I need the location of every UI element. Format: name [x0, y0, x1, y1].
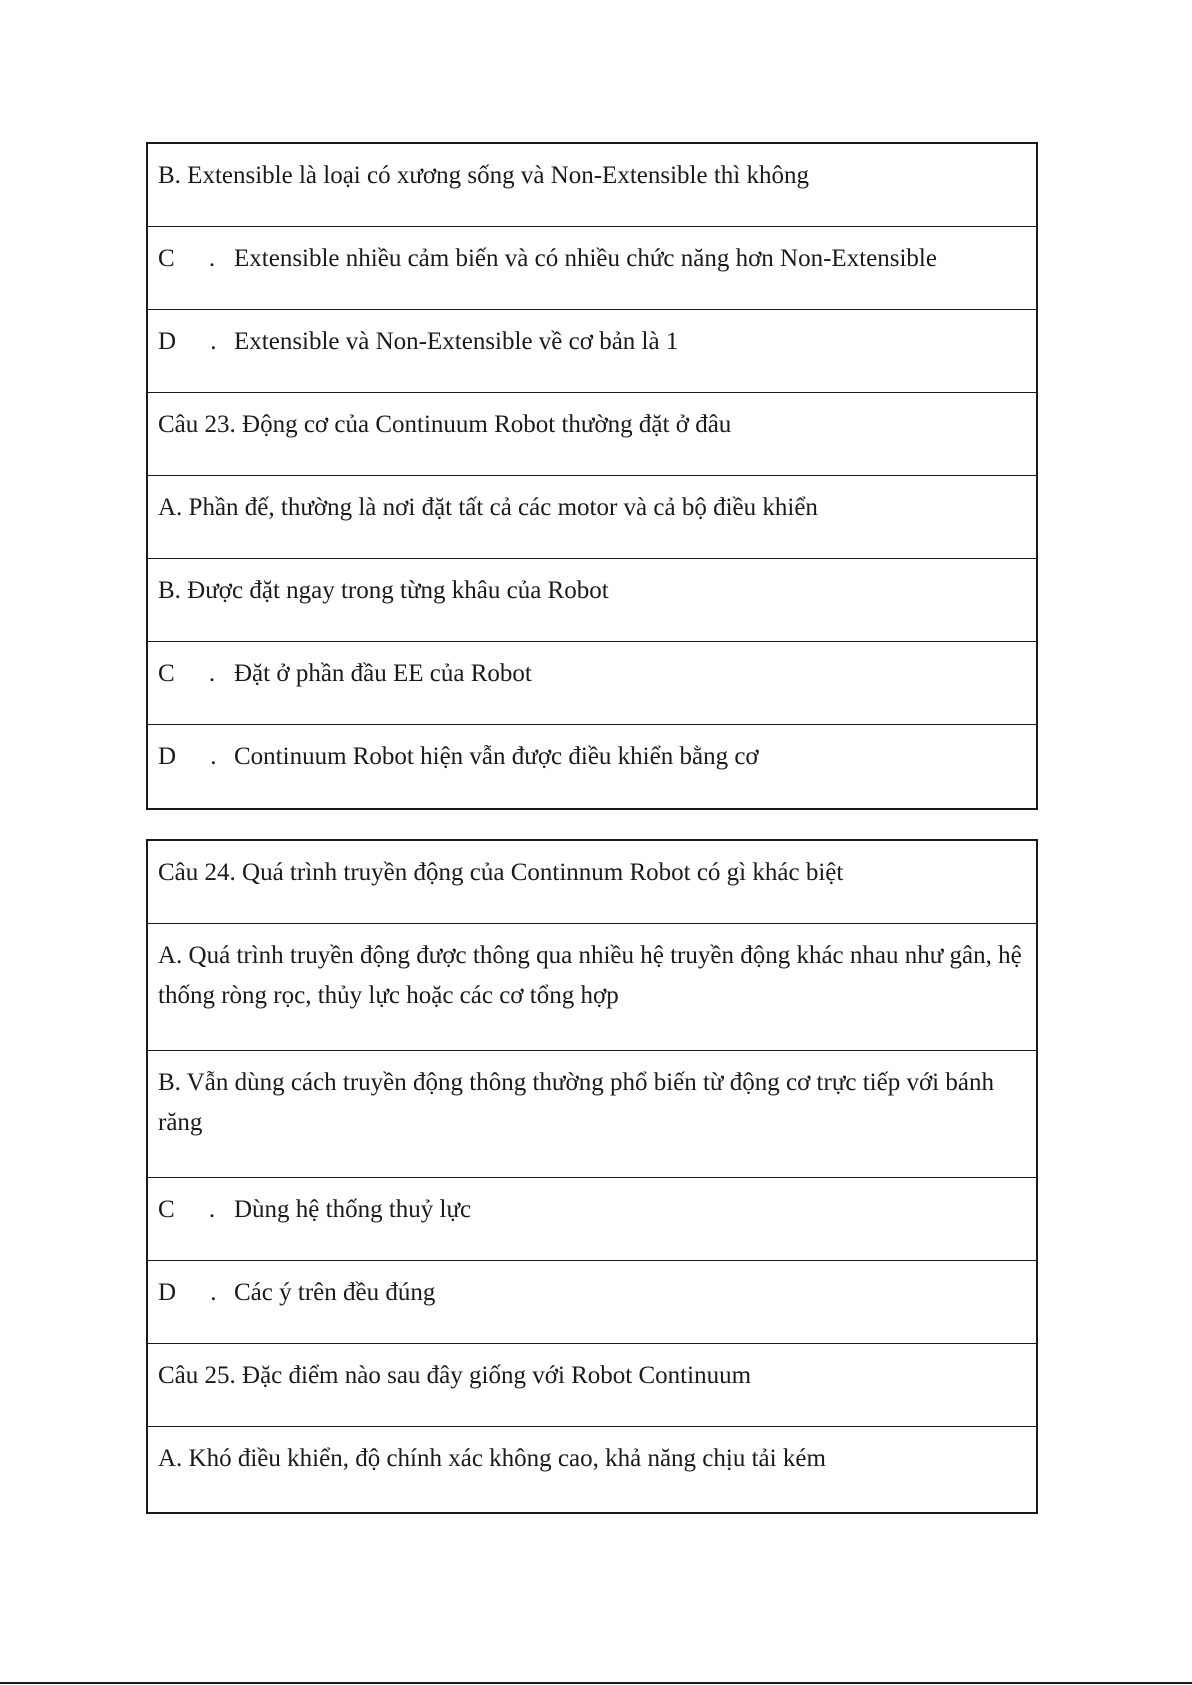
question-text: Câu 23. Động cơ của Continuum Robot thường đặt ở đâu	[158, 411, 732, 438]
option-letter: C .	[158, 1196, 230, 1223]
answer-option-d	[148, 310, 1036, 393]
answer-option-c	[148, 1178, 1036, 1261]
answer-option-a	[148, 1427, 1036, 1510]
question-25	[148, 1344, 1036, 1427]
answer-option-c	[148, 227, 1036, 310]
answer-option-b	[148, 559, 1036, 642]
answer-option-b	[148, 144, 1036, 227]
option-letter: D .	[158, 1279, 231, 1306]
question-table-2	[146, 839, 1038, 1514]
option-text: Đặt ở phần đầu EE của Robot	[234, 660, 532, 687]
option-text: A. Khó điều khiển, độ chính xác không cao, khả năng chịu tải kém	[158, 1445, 826, 1472]
option-text: Continuum Robot hiện vẫn được điều khiển bằng cơ	[234, 743, 759, 770]
answer-option-a	[148, 924, 1036, 1051]
option-letter: D .	[158, 328, 231, 355]
option-text: B. Vẫn dùng cách truyền động thông thường phổ biến từ động cơ trực tiếp với bánh răng	[158, 1069, 994, 1136]
question-table-1	[146, 142, 1038, 810]
question-23	[148, 393, 1036, 476]
option-text: A. Quá trình truyền động được thông qua nhiều hệ truyền động khác nhau như gân, hệ thống ròng rọc, thủy lực hoặc các cơ tổng hợp	[158, 942, 1022, 1009]
option-text: B. Được đặt ngay trong từng khâu của Robot	[158, 577, 609, 604]
question-text: Câu 25. Đặc điểm nào sau đây giống với Robot Continuum	[158, 1362, 752, 1389]
question-24	[148, 841, 1036, 924]
option-letter: D .	[158, 743, 231, 770]
option-text: Các ý trên đều đúng	[234, 1279, 436, 1306]
answer-option-d	[148, 1261, 1036, 1344]
page-bottom-rule	[0, 1682, 1192, 1684]
option-text: Dùng hệ thống thuỷ lực	[234, 1196, 472, 1223]
answer-option-b	[148, 1051, 1036, 1178]
answer-option-d	[148, 725, 1036, 808]
option-letter: C .	[158, 660, 230, 687]
option-text: A. Phần đế, thường là nơi đặt tất cả các motor và cả bộ điều khiển	[158, 494, 818, 521]
option-text: Extensible nhiều cảm biến và có nhiều chức năng hơn Non-Extensible	[234, 245, 937, 272]
question-text: Câu 24. Quá trình truyền động của Continnum Robot có gì khác biệt	[158, 859, 844, 886]
option-text: B. Extensible là loại có xương sống và Non-Extensible thì không	[158, 162, 809, 189]
option-letter: C .	[158, 245, 230, 272]
answer-option-c	[148, 642, 1036, 725]
answer-option-a	[148, 476, 1036, 559]
option-text: Extensible và Non-Extensible về cơ bản là 1	[234, 328, 679, 355]
